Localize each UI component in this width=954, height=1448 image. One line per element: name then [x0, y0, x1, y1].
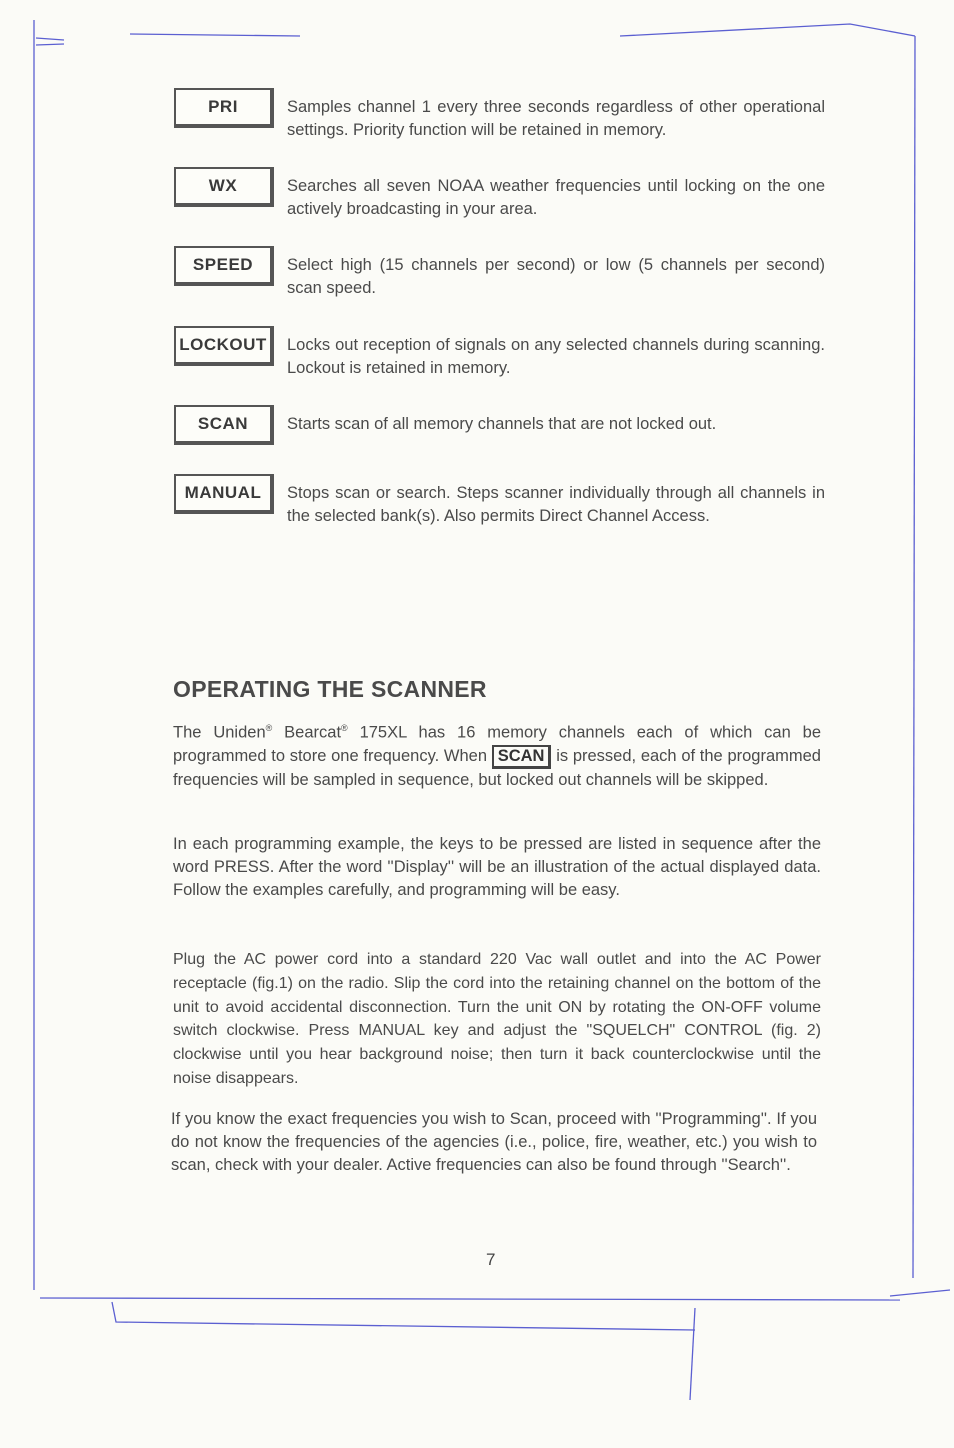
programming-paragraph: In each programming example, the keys to be pressed are listed in sequence after the word PRESS. After the word ''Display'' will be an illustration of the actual displayed data. Follow the examples carefully, and programming will be easy. — [173, 835, 821, 899]
text-segment: 175XL has 16 memory channels each of which can be programmed to store one frequency. When — [173, 723, 821, 765]
manual-description: Stops scan or search. Steps scanner individually through all channels in the selected bank(s). Also permits Direct Channel Access. — [287, 484, 825, 525]
inline-scan-key: SCAN — [492, 745, 552, 769]
speed-description: Select high (15 channels per second) or low (5 channels per second) scan speed. — [287, 256, 825, 297]
section-heading: OPERATING THE SCANNER — [173, 676, 487, 702]
registered-mark: ® — [265, 723, 273, 733]
registered-mark: ® — [341, 723, 348, 733]
page-number: 7 — [486, 1250, 496, 1269]
manual-key: MANUAL — [174, 474, 274, 514]
lockout-key: LOCKOUT — [174, 326, 274, 366]
intro-paragraph — [173, 717, 821, 792]
scan-description: Starts scan of all memory channels that are not locked out. — [287, 415, 717, 433]
text-segment: Bearcat — [272, 723, 342, 742]
wx-key: WX — [174, 167, 274, 207]
text-segment: is pressed, each of the programmed frequencies will be sampled in sequence, but locked out channels will be skipped. — [173, 746, 821, 789]
lockout-description: Locks out reception of signals on any selected channels during scanning. Lockout is retained in memory. — [287, 336, 825, 377]
pri-key: PRI — [174, 88, 274, 128]
frequencies-paragraph: If you know the exact frequencies you wish to Scan, proceed with ''Programming''. If you do not know the frequencies of the agencies (i.e., police, fire, weather, etc.) you wish to scan, check with your dealer. Active frequencies can also be found through ''Search''. — [171, 1110, 817, 1174]
text-segment: The Uniden — [173, 723, 266, 742]
power-paragraph: Plug the AC power cord into a standard 220 Vac wall outlet and into the AC Power receptacle (fig.1) on the radio. Slip the cord into the retaining channel on the bottom of the unit to avoid accidental disconnection. Turn the unit ON by rotating the ON-OFF volume switch clockwise. Press MANUAL key and adjust the "SQUELCH" CONTROL (fig. 2) clockwise until you hear background noise; then turn it back counterclockwise until the noise disappears. — [173, 951, 821, 1087]
scan-key: SCAN — [174, 405, 274, 445]
speed-key: SPEED — [174, 246, 274, 286]
wx-description: Searches all seven NOAA weather frequencies until locking on the one actively broadcasting in your area. — [287, 177, 825, 218]
pri-description: Samples channel 1 every three seconds regardless of other operational settings. Priority function will be retained in memory. — [287, 98, 825, 139]
